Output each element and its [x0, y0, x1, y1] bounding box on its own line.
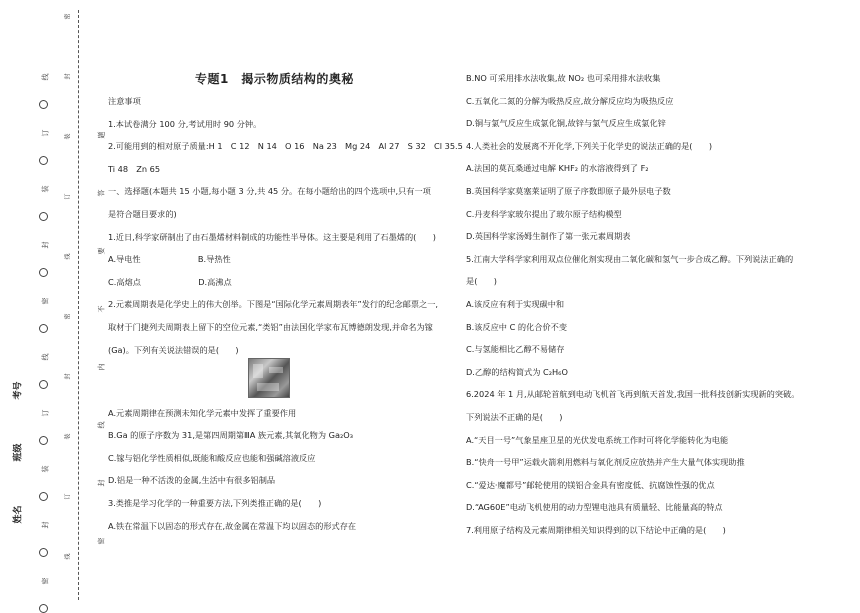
text-line: C.高熔点 D.高沸点 [108, 276, 232, 287]
binding-hole-circle [39, 100, 48, 109]
margin-char: 订 [64, 493, 72, 500]
text-line: 4.人类社会的发展离不开化学,下列关于化学史的说法正确的是( ) [466, 140, 713, 151]
left-column [108, 96, 463, 543]
text-line: A.法国的莫瓦桑通过电解 KHF₂ 的水溶液得到了 F₂ [466, 163, 649, 174]
text-line: 下列说法不正确的是( ) [466, 411, 563, 422]
text-line: 注意事项 [108, 96, 141, 106]
binding-hole-circle [39, 492, 48, 501]
text-line: A.元素周期律在预测未知化学元素中发挥了重要作用 [108, 407, 297, 418]
margin-char: 答 [97, 189, 106, 197]
margin-char: 密 [64, 313, 72, 320]
margin-char: 订 [64, 193, 72, 200]
margin-char: 密 [97, 537, 106, 545]
exam-number-label: 考号 [13, 381, 24, 400]
margin-char: 线 [64, 253, 72, 260]
binding-hole-circle [39, 604, 48, 613]
text-line: A.铁在常温下以固态的形式存在,故金属在常温下均以固态的形式存在 [108, 520, 357, 531]
text-line: B.NO 可采用排水法收集,故 NO₂ 也可采用排水法收集 [466, 73, 661, 83]
text-line: (Ga)。下列有关说法错误的是( ) [108, 344, 239, 355]
margin-char: 装 [64, 433, 72, 440]
page-title: 专题1 揭示物质结构的奥秘 [195, 72, 354, 86]
text-line: 7.利用原子结构及元素周期律相关知识得到的以下结论中正确的是( ) [466, 524, 726, 535]
text-line: C.与氢能相比乙醇不易储存 [466, 344, 565, 355]
text-line: B.该反应中 C 的化合价不变 [466, 321, 568, 332]
margin-char: 题 [97, 131, 106, 139]
text-line: 6.2024 年 1 月,从邮轮首航到电动飞机首飞再到航天首发,我国一批科技创新实现新的突破。 [466, 389, 800, 400]
text-line: 取材于门捷列夫周期表上留下的空位元素,“类铝”由法国化学家布瓦博德朗发现,并命名为镓 [108, 321, 433, 332]
text-line: B.Ga 的原子序数为 31,是第四周期第ⅢA 族元素,其氧化物为 Ga₂O₃ [108, 430, 353, 441]
text-line: 2.元素周期表是化学史上的伟大创举。下图是“国际化学元素周期表年”发行的纪念邮票之一, [108, 299, 439, 310]
text-line: 5.江南大学科学家利用双点位催化剂实现由二氧化碳和氢气一步合成乙醇。下列说法正确的 [466, 253, 794, 264]
commemorative-stamp-image [248, 358, 290, 398]
binding-hole-circle [39, 380, 48, 389]
margin-char: 封 [64, 373, 72, 380]
margin-char: 线 [64, 553, 72, 560]
margin-char: 要 [97, 247, 106, 255]
binding-hole-circle [39, 268, 48, 277]
binding-hole-circle [39, 436, 48, 445]
margin-char: 密 [41, 297, 50, 305]
text-line: D.乙醇的结构简式为 C₂H₆O [466, 366, 568, 377]
text-line: A.导电性 B.导热性 [108, 254, 231, 265]
margin-char: 封 [41, 241, 50, 249]
margin-char: 装 [64, 133, 72, 140]
text-line: D.“AG60E”电动飞机使用的动力型锂电池具有质量轻、比能量高的特点 [466, 502, 723, 513]
margin-char: 线 [97, 421, 106, 429]
margin-char: 订 [41, 129, 50, 137]
name-label: 姓名 [13, 505, 24, 524]
text-line: 是符合题目要求的) [108, 208, 177, 219]
text-line: C.丹麦科学家玻尔提出了玻尔原子结构模型 [466, 208, 622, 219]
text-line: 一、选择题(本题共 15 小题,每小题 3 分,共 45 分。在每小题给出的四个选项中,只有一项 [108, 186, 431, 197]
binding-hole-circle [39, 548, 48, 557]
text-line: Ti 48 Zn 65 [108, 163, 161, 174]
text-line: D.铜与氯气反应生成氯化铜,故锌与氯气反应生成氯化锌 [466, 118, 666, 129]
text-line: C.镓与铝化学性质相似,既能和酸反应也能和强碱溶液反应 [108, 452, 316, 463]
text-line: D.英国科学家汤姆生制作了第一张元素周期表 [466, 231, 631, 242]
margin-char: 装 [41, 185, 50, 193]
binding-hole-circle [39, 212, 48, 221]
binding-hole-circle [39, 156, 48, 165]
margin-char: 订 [41, 409, 50, 417]
margin-char: 封 [97, 479, 106, 487]
margin-char: 装 [41, 465, 50, 473]
binding-dash-line [78, 10, 79, 600]
text-line: B.“快舟一号甲”运载火箭利用燃料与氧化剂反应放热并产生大量气体实现助推 [466, 457, 745, 468]
text-line: 1.本试卷满分 100 分,考试用时 90 分钟。 [108, 118, 262, 129]
margin-char: 密 [41, 577, 50, 585]
text-line: C.“爱达·魔都号”邮轮使用的镁铝合金具有密度低、抗腐蚀性强的优点 [466, 479, 715, 490]
text-line: D.铝是一种不活泼的金属,生活中有很多铝制品 [108, 475, 276, 486]
binding-hole-circle [39, 324, 48, 333]
text-line: A.该反应有利于实现碳中和 [466, 298, 565, 309]
class-label: 班级 [13, 443, 24, 462]
margin-char: 不 [97, 305, 106, 313]
margin-char: 封 [64, 73, 72, 80]
margin-char: 线 [41, 353, 50, 361]
text-line: 2.可能用到的相对原子质量:H 1 C 12 N 14 O 16 Na 23 Mg 24 Al 27 S 32 Cl 35.5 [108, 141, 463, 152]
margin-char: 封 [41, 521, 50, 529]
right-column [466, 73, 799, 547]
text-line: 是( ) [466, 276, 497, 287]
text-line: 1.近日,科学家研制出了由石墨烯材料制成的功能性半导体。这主要是利用了石墨烯的( ) [108, 231, 436, 242]
text-line: A.“天目一号”气象星座卫星的光伏发电系统工作时可将化学能转化为电能 [466, 434, 729, 445]
text-line: C.五氧化二氮的分解为吸热反应,故分解反应均为吸热反应 [466, 95, 674, 106]
margin-char: 内 [97, 363, 106, 371]
margin-char: 线 [41, 73, 50, 81]
margin-char: 密 [64, 13, 72, 20]
text-line: B.英国科学家莫塞莱证明了原子序数即原子最外层电子数 [466, 185, 671, 196]
text-line: 3.类推是学习化学的一种重要方法,下列类推正确的是( ) [108, 497, 322, 508]
